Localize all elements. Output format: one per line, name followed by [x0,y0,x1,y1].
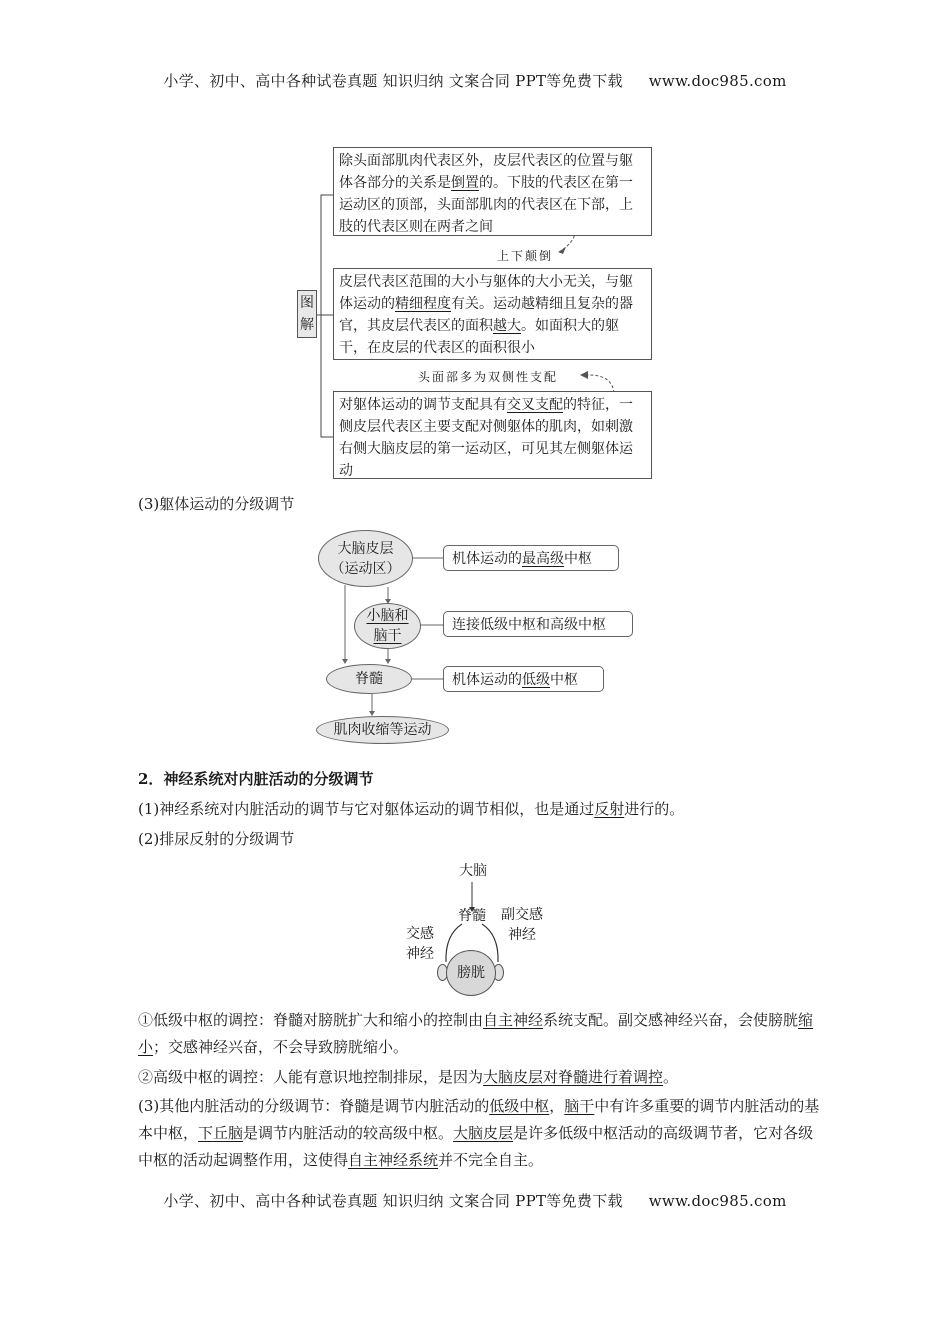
box1-text-1: 除头面部肌肉代表区外，皮层代表区的位置与躯体各部分的关系是 [339,153,633,191]
cerebellum-desc-box: 连接低级中枢和高级中枢 [443,611,633,637]
box3-underline-cross: 交叉支配 [507,397,563,413]
n1-underline-shrink: 缩小 [138,1011,814,1056]
n3-text-e: 是许多低级中枢活动的高级调节者，它对各级中枢的活动起调整作用，这使得 [138,1124,814,1169]
n1-underline-autonomic: 自主神经 [483,1011,544,1029]
n3-underline-brainstem: 脑干 [564,1097,595,1115]
note-3 [138,1093,828,1174]
cortex-desc-box [443,545,619,571]
p1-text-a: (1)神经系统对内脏活动的调节与它对躯体运动的调节相似，也是通过 [138,800,595,818]
spine-desc-box [443,666,604,692]
n1-text-c: ；交感神经兴奋，不会导致膀胱缩小。 [153,1038,409,1056]
box1-underline-inverted: 倒置 [451,175,479,191]
tujie-box-3 [333,391,652,479]
cerebellum-node [354,603,421,649]
note-bilateral: 头面部多为双侧性支配 [418,370,559,384]
box2-underline-larger: 越大 [493,318,521,334]
footer-site: www.doc985.com [648,1192,787,1210]
box1-text-2: 的。下肢的代表区在第一运动区的顶部，头面部肌肉的代表区在下部，上肢的代表区则在两者之间 [339,175,633,235]
tujie-box-2 [333,268,652,360]
footer-text: 小学、初中、高中各种试卷真题 知识归纳 文案合同 PPT等免费下载 [163,1192,623,1210]
parasympathetic-line-2: 神经 [508,927,536,943]
cerebellum-line-2: 脑干 [373,628,402,644]
bladder-node: 膀胱 [446,950,496,996]
n2-text-a: ②高级中枢的调控：人能有意识地控制排尿，是因为 [138,1068,484,1086]
cortex-desc-underline: 最高级 [522,551,564,567]
spine-desc-prefix: 机体运动的 [452,672,522,688]
n3-underline-ans: 自主神经系统 [348,1151,439,1169]
label-parasympathetic [497,905,547,945]
cortex-line-2: （运动区） [330,560,401,577]
p1-underline-reflex: 反射 [594,800,625,818]
spine-desc-underline: 低级 [522,672,550,688]
sympathetic-line-2: 神经 [406,946,434,962]
spine-node: 脊髓 [326,664,412,694]
n2-text-b: 。 [663,1068,679,1086]
n1-text-b: 系统支配。副交感神经兴奋，会使膀胱 [543,1011,799,1029]
label-spine: 脊髓 [458,908,486,924]
sympathetic-line-1: 交感 [406,926,434,942]
n3-underline-cortex: 大脑皮层 [453,1124,514,1142]
p1-text-b: 进行的。 [624,800,685,818]
cortex-desc-suffix: 中枢 [564,551,592,567]
page-footer [0,1190,950,1211]
note-1 [138,1007,828,1061]
n2-underline-cortex: 大脑皮层对脊髓进行着调控 [483,1068,664,1086]
label-sympathetic [402,924,438,964]
section-3-title: (3)躯体运动的分级调节 [138,495,295,513]
n3-text-d: 是调节内脏活动的较高级中枢。 [243,1124,454,1142]
cerebellum-line-1: 小脑和 [366,608,409,624]
header-site: www.doc985.com [648,72,787,90]
muscle-node: 肌肉收缩等运动 [316,716,449,744]
cortex-line-1: 大脑皮层 [337,540,394,557]
parasympathetic-line-1: 副交感 [501,907,543,923]
spine-desc-suffix: 中枢 [550,672,578,688]
tujie-box-1 [333,147,652,236]
box2-text-2: 有关。运动越精细且复杂的器官，其皮层代表区的面积 [339,296,633,334]
box2-underline-precision: 精细程度 [395,296,451,312]
note-upside-down: 上下颠倒 [497,249,554,263]
n3-text-c: 中有许多重要的调节内脏活动的基本中枢， [138,1097,820,1142]
n3-underline-hypothalamus: 下丘脑 [198,1124,244,1142]
n1-text-a: ①低级中枢的调控：脊髓对膀胱扩大和缩小的控制由 [138,1011,484,1029]
tujie-side-label [297,290,317,338]
cortex-desc-prefix: 机体运动的 [452,551,522,567]
n3-text-a: (3)其他内脏活动的分级调节：脊髓是调节内脏活动的 [138,1097,490,1115]
part-2-para-2: (2)排尿反射的分级调节 [138,830,295,848]
box2-text-1: 皮层代表区范围的大小与躯体的大小无关，与躯体运动的 [339,274,633,312]
tujie-side-label-text: 图解 [300,295,314,333]
box3-text-2: 的特征，一侧皮层代表区主要支配对侧躯体的肌肉，如刺激右侧大脑皮层的第一运动区，可见其左侧躯体运动 [339,397,633,479]
label-brain: 大脑 [459,863,487,879]
n3-underline-low-center: 低级中枢 [489,1097,550,1115]
note-2 [138,1064,828,1091]
box3-text-1: 对躯体运动的调节支配具有 [339,397,507,413]
box2-text-3: 。如面积大的躯干，在皮层的代表区的面积很小 [339,318,619,356]
n3-text-b: ， [549,1097,565,1115]
cortex-node [318,530,413,587]
part-2-title: 2．神经系统对内脏活动的分级调节 [138,770,374,788]
header-text: 小学、初中、高中各种试卷真题 知识归纳 文案合同 PPT等免费下载 [163,72,623,90]
part-2-para-1 [138,796,828,823]
n3-text-f: 并不完全自主。 [438,1151,544,1169]
